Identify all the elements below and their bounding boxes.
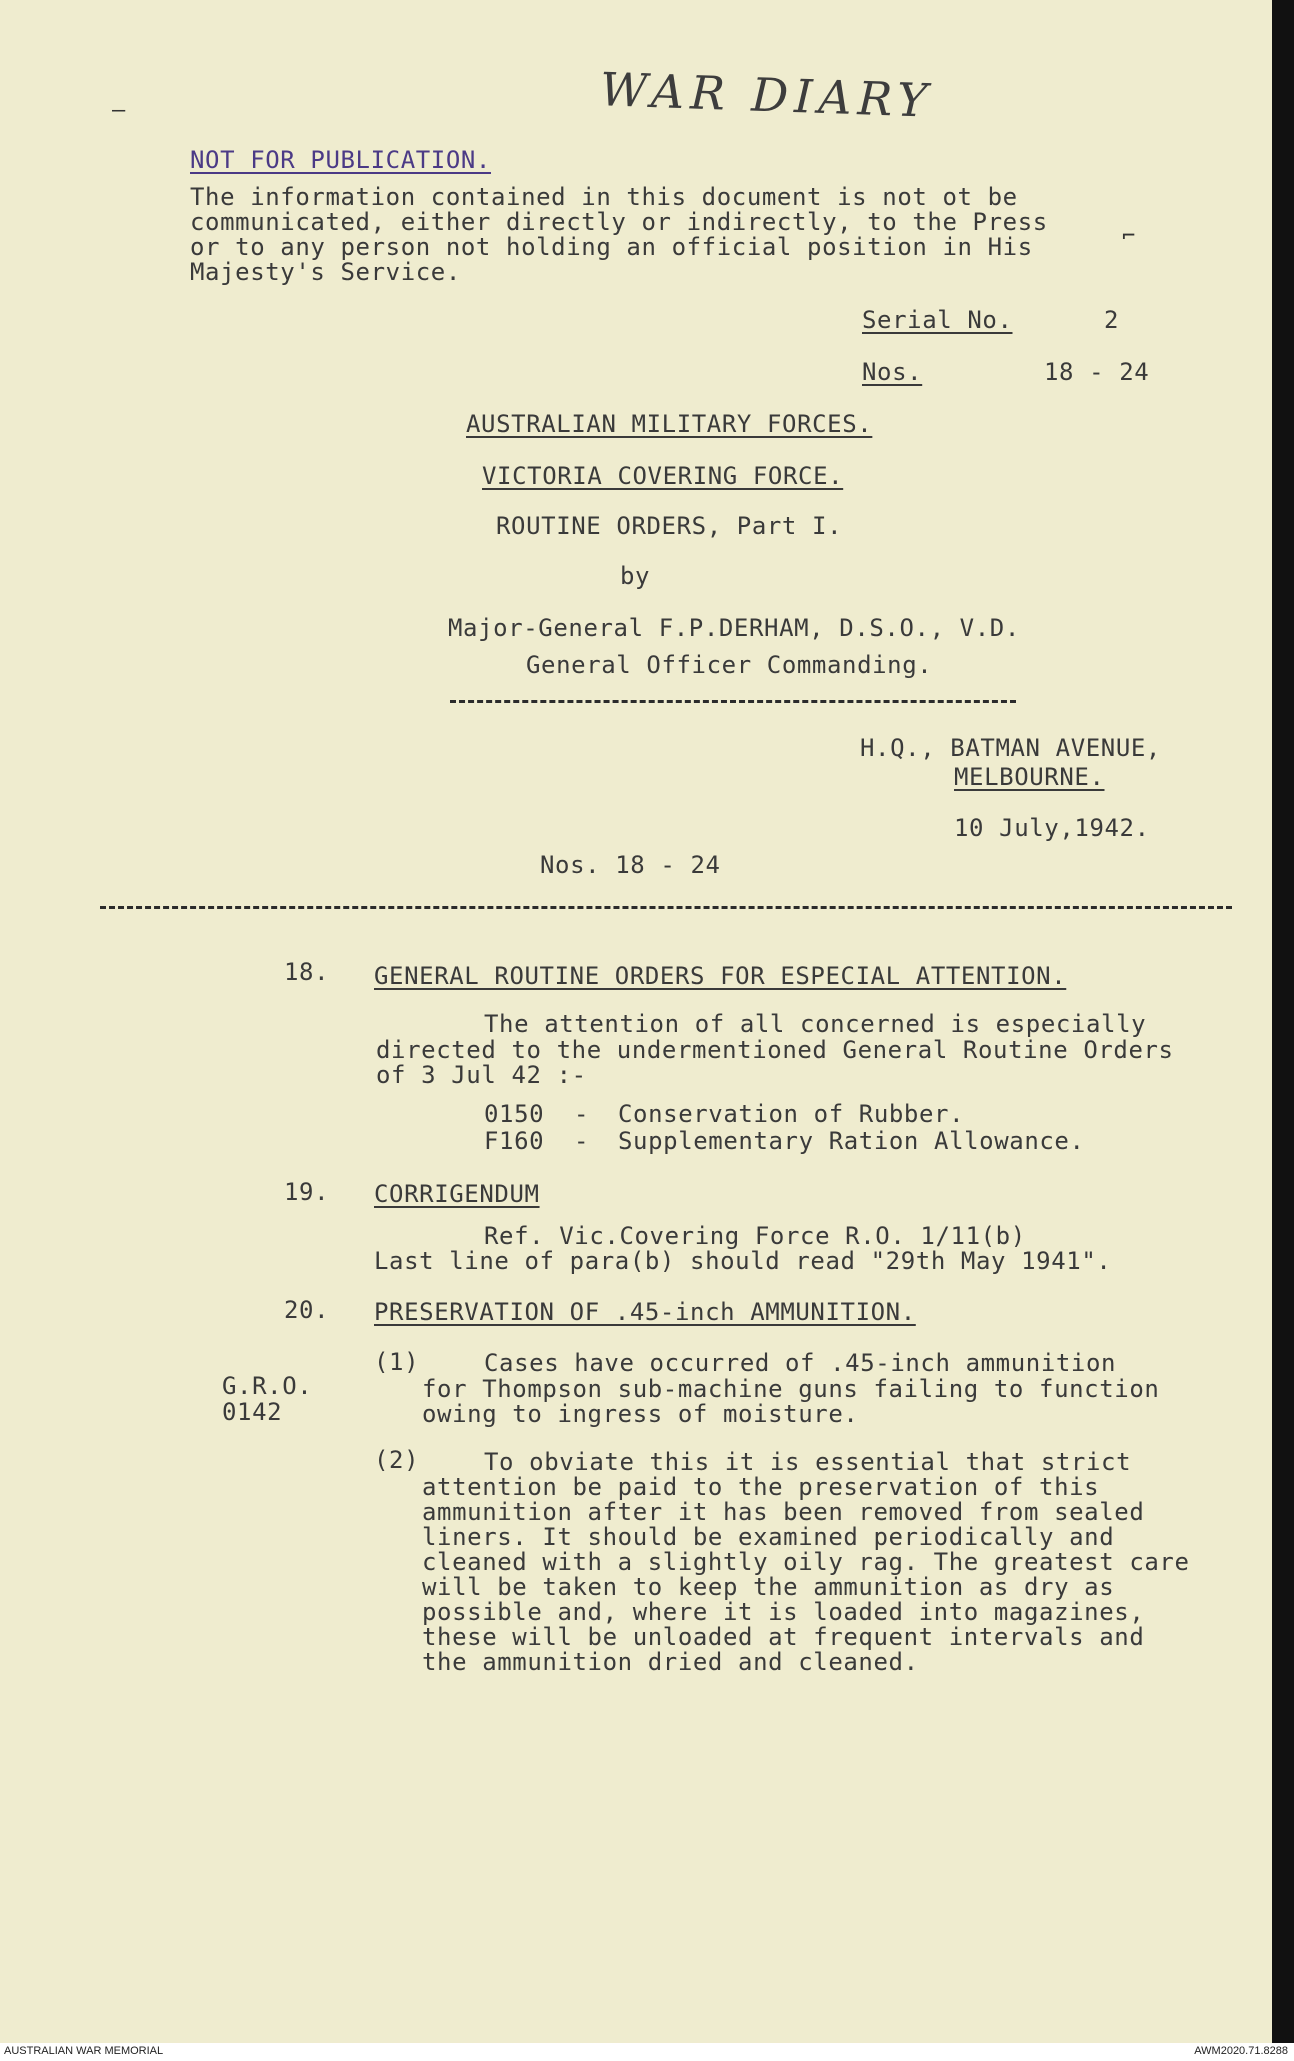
- item-text: Supplementary Ration Allowance.: [618, 1127, 1085, 1155]
- order-number: 18.: [284, 958, 330, 986]
- order-number: 20.: [284, 1296, 330, 1324]
- order-line: directed to the undermentioned General Routine Orders: [376, 1036, 1174, 1064]
- officer-role: General Officer Commanding.: [526, 651, 933, 679]
- nos-value: 18 - 24: [1044, 358, 1150, 386]
- issue-date: 10 July,1942.: [954, 814, 1150, 842]
- officer-name: Major-General F.P.DERHAM, D.S.O., V.D.: [448, 614, 1020, 642]
- paragraph-number: (2): [374, 1446, 420, 1474]
- restriction-line: communicated, either directly or indirectly, to the Press: [190, 208, 1048, 236]
- order-title: PRESERVATION OF .45-inch AMMUNITION.: [374, 1298, 916, 1326]
- paragraph-line: the ammunition dried and cleaned.: [422, 1648, 919, 1676]
- restriction-line: The information contained in this document is not ot be: [190, 183, 1018, 211]
- order-line: Ref. Vic.Covering Force R.O. 1/11(b): [484, 1222, 1026, 1250]
- serial-label: Serial No.: [862, 306, 1013, 334]
- org-title: AUSTRALIAN MILITARY FORCES.: [466, 410, 873, 438]
- serial-value: 2: [1104, 306, 1120, 334]
- order-line: Last line of para(b) should read "29th May 1941".: [374, 1247, 1112, 1275]
- paragraph-line: To obviate this it is essential that strict: [484, 1448, 1132, 1476]
- margin-reference: 0142: [222, 1398, 283, 1426]
- item-dash: -: [574, 1100, 590, 1128]
- paragraph-line: for Thompson sub-machine guns failing to function: [422, 1375, 1160, 1403]
- doc-type: ROUTINE ORDERS, Part I.: [496, 512, 843, 540]
- order-title: CORRIGENDUM: [374, 1180, 540, 1208]
- order-line: The attention of all concerned is especially: [484, 1010, 1147, 1038]
- by-label: by: [620, 562, 651, 590]
- paragraph-number: (1): [374, 1348, 420, 1376]
- header-divider: [450, 700, 1016, 703]
- order-number: 19.: [284, 1178, 330, 1206]
- nos-label: Nos.: [862, 358, 923, 386]
- item-dash: -: [574, 1127, 590, 1155]
- paragraph-line: Cases have occurred of .45-inch ammunition: [484, 1349, 1117, 1377]
- archive-reference: AWM2020.71.8288: [1194, 2045, 1288, 2057]
- section-divider: [100, 906, 1232, 909]
- address-line: H.Q., BATMAN AVENUE,: [860, 734, 1161, 762]
- item-code: 0150: [484, 1100, 545, 1128]
- scan-border: [1272, 0, 1294, 2043]
- handwritten-annotation: WAR DIARY: [599, 62, 935, 128]
- order-title: GENERAL ROUTINE ORDERS FOR ESPECIAL ATTENTION.: [374, 962, 1067, 990]
- paragraph-line: cleaned with a slightly oily rag. The greatest care: [422, 1548, 1190, 1576]
- restriction-line: or to any person not holding an official position in His: [190, 233, 1033, 261]
- paragraph-line: owing to ingress of moisture.: [422, 1400, 859, 1428]
- paragraph-line: attention be paid to the preservation of this: [422, 1473, 1100, 1501]
- margin-reference: G.R.O.: [222, 1372, 313, 1400]
- archive-credit: AUSTRALIAN WAR MEMORIAL: [4, 2045, 164, 2057]
- unit-title: VICTORIA COVERING FORCE.: [482, 462, 844, 490]
- nos-range: Nos. 18 - 24: [540, 851, 721, 879]
- paragraph-line: possible and, where it is loaded into magazines,: [422, 1598, 1145, 1626]
- archive-footer: [0, 2043, 1294, 2061]
- paragraph-line: these will be unloaded at frequent intervals and: [422, 1623, 1145, 1651]
- item-text: Conservation of Rubber.: [618, 1100, 965, 1128]
- stray-mark: ⌐: [1122, 224, 1136, 249]
- paragraph-line: ammunition after it has been removed from sealed: [422, 1498, 1145, 1526]
- restriction-heading: NOT FOR PUBLICATION.: [190, 146, 491, 174]
- punch-mark: —: [112, 98, 126, 123]
- paragraph-line: will be taken to keep the ammunition as dry as: [422, 1573, 1115, 1601]
- paragraph-line: liners. It should be examined periodically and: [422, 1523, 1115, 1551]
- restriction-line: Majesty's Service.: [190, 258, 461, 286]
- order-line: of 3 Jul 42 :-: [376, 1061, 587, 1089]
- address-line: MELBOURNE.: [954, 763, 1105, 791]
- item-code: F160: [484, 1127, 545, 1155]
